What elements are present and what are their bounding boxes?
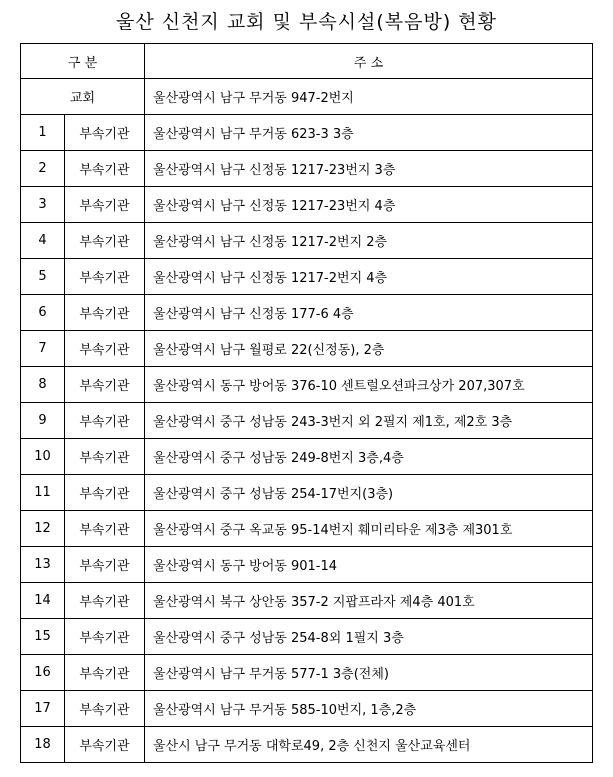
- table-row: [21, 151, 593, 187]
- row-number: 11: [21, 475, 65, 511]
- table-row: [21, 331, 593, 367]
- table-row: [21, 619, 593, 655]
- row-type: 부속기관: [65, 295, 145, 331]
- table-row: [21, 475, 593, 511]
- row-type: 부속기관: [65, 367, 145, 403]
- row-type: 부속기관: [65, 511, 145, 547]
- row-type: 부속기관: [65, 475, 145, 511]
- row-number: 16: [21, 655, 65, 691]
- row-type: 부속기관: [65, 583, 145, 619]
- row-number: 6: [21, 295, 65, 331]
- facility-table: [20, 43, 593, 763]
- row-address: 울산광역시 남구 월평로 22(신정동), 2층: [145, 331, 593, 367]
- row-address: 울산광역시 남구 신정동 1217-23번지 3층: [145, 151, 593, 187]
- row-address: 울산광역시 동구 방어동 376-10 센트럴오션파크상가 207,307호: [145, 367, 593, 403]
- page-title: 울산 신천지 교회 및 부속시설(복음방) 현황: [115, 11, 498, 33]
- table-row: [21, 403, 593, 439]
- row-address: 울산광역시 남구 무거동 577-1 3층(전체): [145, 655, 593, 691]
- row-number: 13: [21, 547, 65, 583]
- row-address: 울산광역시 중구 옥교동 95-14번지 훼미리타운 제3층 제301호: [145, 511, 593, 547]
- row-address: 울산광역시 남구 신정동 1217-2번지 2층: [145, 223, 593, 259]
- table-row: [21, 223, 593, 259]
- church-row: [21, 79, 593, 115]
- table-row: [21, 367, 593, 403]
- row-number: 1: [21, 115, 65, 151]
- church-address: 울산광역시 남구 무거동 947-2번지: [145, 79, 593, 115]
- row-type: 부속기관: [65, 727, 145, 763]
- table-row: [21, 583, 593, 619]
- row-number: 14: [21, 583, 65, 619]
- row-number: 2: [21, 151, 65, 187]
- row-address: 울산광역시 남구 무거동 623-3 3층: [145, 115, 593, 151]
- row-number: 12: [21, 511, 65, 547]
- table-row: [21, 691, 593, 727]
- row-address: 울산광역시 남구 신정동 1217-2번지 4층: [145, 259, 593, 295]
- table-row: [21, 259, 593, 295]
- table-row: [21, 655, 593, 691]
- table-header-row: [21, 44, 593, 79]
- table-row: [21, 439, 593, 475]
- row-number: 3: [21, 187, 65, 223]
- row-type: 부속기관: [65, 223, 145, 259]
- row-type: 부속기관: [65, 259, 145, 295]
- row-number: 7: [21, 331, 65, 367]
- row-address: 울산광역시 중구 성남동 249-8번지 3층,4층: [145, 439, 593, 475]
- row-address: 울산광역시 중구 성남동 254-8외 1필지 3층: [145, 619, 593, 655]
- row-number: 17: [21, 691, 65, 727]
- row-number: 18: [21, 727, 65, 763]
- row-address: 울산광역시 중구 성남동 243-3번지 외 2필지 제1호, 제2호 3층: [145, 403, 593, 439]
- church-label: 교회: [21, 79, 145, 115]
- table-row: [21, 187, 593, 223]
- row-type: 부속기관: [65, 547, 145, 583]
- table-row: [21, 295, 593, 331]
- row-type: 부속기관: [65, 115, 145, 151]
- table-row: [21, 511, 593, 547]
- row-number: 8: [21, 367, 65, 403]
- row-address: 울산시 남구 무거동 대학로49, 2층 신천지 울산교육센터: [145, 727, 593, 763]
- row-type: 부속기관: [65, 331, 145, 367]
- row-address: 울산광역시 북구 상안동 357-2 지팝프라자 제4층 401호: [145, 583, 593, 619]
- row-type: 부속기관: [65, 403, 145, 439]
- row-number: 9: [21, 403, 65, 439]
- row-address: 울산광역시 남구 신정동 1217-23번지 4층: [145, 187, 593, 223]
- header-address: 주 소: [145, 44, 593, 79]
- row-type: 부속기관: [65, 655, 145, 691]
- row-address: 울산광역시 남구 신정동 177-6 4층: [145, 295, 593, 331]
- row-type: 부속기관: [65, 691, 145, 727]
- row-number: 5: [21, 259, 65, 295]
- row-type: 부속기관: [65, 619, 145, 655]
- table-row: [21, 547, 593, 583]
- row-number: 15: [21, 619, 65, 655]
- header-category: 구 분: [21, 44, 145, 79]
- row-address: 울산광역시 동구 방어동 901-14: [145, 547, 593, 583]
- row-address: 울산광역시 중구 성남동 254-17번지(3층): [145, 475, 593, 511]
- table-row: [21, 115, 593, 151]
- row-number: 10: [21, 439, 65, 475]
- table-body: [21, 79, 593, 763]
- row-type: 부속기관: [65, 187, 145, 223]
- row-type: 부속기관: [65, 439, 145, 475]
- row-number: 4: [21, 223, 65, 259]
- row-type: 부속기관: [65, 151, 145, 187]
- row-address: 울산광역시 남구 무거동 585-10번지, 1층,2층: [145, 691, 593, 727]
- table-row: [21, 727, 593, 763]
